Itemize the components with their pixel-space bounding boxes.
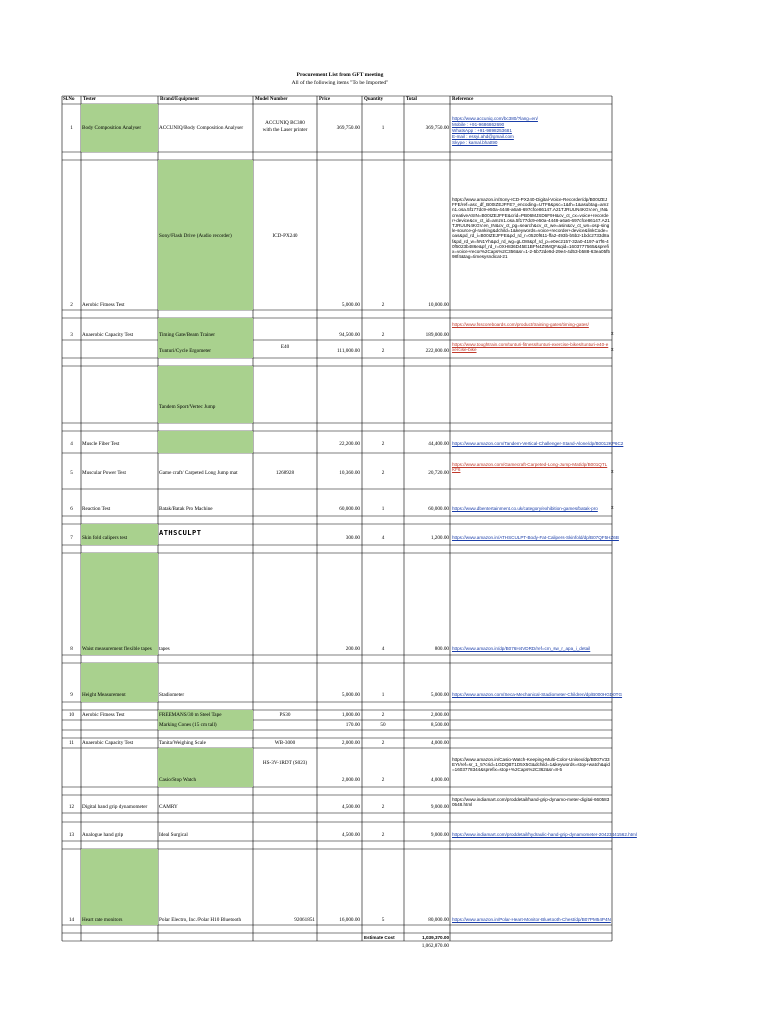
row11-tester: Anaerobic Capacity Test [82,740,134,746]
row7-brand-logo: ATHSCULPT [159,529,202,537]
row13-total: 9,000.00 [430,832,449,838]
header-price: Price [319,97,331,102]
row11-no: 11 [69,740,74,746]
row6-no: 6 [70,506,73,512]
row11b-total: 4,000.00 [430,777,449,783]
row3b-price: 111,000.00 [337,348,360,354]
row14-ref[interactable]: https://www.amazon.in/Polar-Heart-Monitor-Bluetooth-Chest/dp/B07PM54P4N [452,917,611,922]
row6-x-mark: x [611,505,614,511]
row9-price: 5,000.00 [341,692,360,698]
green-highlight [81,849,158,925]
row3-qty: 2 [381,332,385,338]
row13-ref[interactable]: https://www.indiamart.com/proddetail/hydraulic-hand-grip-dynamometer-20423441562.html [452,832,637,837]
row2-brand: Sony/Flash Drive (Audio recorder) [159,233,232,239]
row13-price: 4,500.00 [341,832,360,838]
row9-qty: 1 [381,692,385,698]
row8-qty: 4 [381,646,385,652]
page-subtitle: All of the following items "To be Imported" [291,80,389,86]
row1-total: 369,750.00 [425,125,449,131]
row2-total: 10,000.00 [428,302,449,308]
row3-x-mark: x [611,331,614,337]
row3-tester: Anaerobic Capacity Test [82,332,134,338]
row10b-price: 170.00 [345,722,360,728]
row14-price: 16,000.00 [339,917,360,923]
row3b-qty: 2 [381,348,385,354]
row4-price: 22,200.00 [339,441,360,447]
row9-tester: Height Measurement [82,692,126,698]
row11-qty: 2 [381,740,385,746]
row10-total: 2,000.00 [430,712,449,718]
row5-brand: Game craft/ Carpeted Long Jump mat [159,470,238,476]
row1-tester: Body Composition Analyser [82,125,142,131]
row3-ref[interactable]: https://www.fsscoreboards.com/product/training-gates/timing-gates/ [452,322,589,327]
row14-qty: 5 [381,917,385,923]
row1-ref-mobile[interactable]: Mobile : +91-9686862690 [452,122,505,127]
header-slno: Sl.No [63,97,75,102]
row14-brand: Polar Electro, Inc./Polar H10 Bluetooth [159,917,242,923]
row8-total: 800.00 [434,646,449,652]
green-highlight [81,553,158,655]
row10-price: 1,000.00 [341,712,360,718]
row5-no: 5 [70,470,73,476]
row5-qty: 2 [381,470,385,476]
row2-tester: Aerobic Fitness Test [82,302,125,308]
row3-price: 94,500.00 [339,332,360,338]
row1-brand: ACCUNIQ/Body Composition Analyser [159,125,244,131]
row1-price: 369,750.00 [336,125,360,131]
row10-tester: Aerobic Fitness Test [82,712,125,718]
row6-tester: Reaction Test [82,506,111,512]
row4-ref[interactable]: https://www.amazon.com/Tandem-Vertical-Challenger-Stand-Alone/dp/B0012KP6C2 [452,441,624,446]
row8-tester: Waist measurement flexible tapes [82,646,152,652]
page-title: Procurement List from GFT meeting [296,72,384,78]
row8-price: 200.00 [345,646,360,652]
row11b-model: HS-3V-1RDT (S023) [262,760,308,766]
row13-tester: Analogue hand grip [82,832,124,838]
row2-no: 2 [70,302,73,308]
row3b-total: 222,000.00 [425,348,449,354]
estimate-cost-value: 1,039,370.00 [422,935,449,940]
row12-tester: Digital hand grip dynamometer [82,804,148,810]
row10-no: 10 [68,712,75,718]
row10-model: PS30 [279,712,291,718]
row11-brand: Tanita/Weighing Scale [159,740,206,746]
row6-brand: Batak/Batak Pro Machine [159,506,213,512]
row7-price: 300.00 [345,535,360,541]
row3b-x-mark: x [611,347,614,353]
row6-ref[interactable]: https://www.dbentertainment.co.uk/category/exhibition-games/batak-pro [452,506,598,511]
row5-x-mark: x [611,469,614,475]
row12-brand: CAMRY [159,804,178,810]
row12-total: 9,000.00 [430,804,449,810]
row3-brand: Timing Gate/Beam Trainer [159,332,216,338]
row12-ref[interactable]: https://www.indiamart.com/proddetail/hand-grip-dynamo-meter-digital-6605830548.html [452,797,610,808]
row10b-brand: Marking Cones (15 cm tall) [159,722,217,728]
row10-qty: 2 [381,712,385,718]
row12-price: 4,500.00 [341,804,360,810]
row14-model: 92061851 [294,917,315,923]
header-tester: Tester [83,97,97,102]
row6-qty: 1 [381,506,385,512]
row3b-model: E40 [280,344,290,350]
header-model: Model Number [255,97,288,102]
row14-no: 14 [68,917,75,923]
row3b-ref[interactable]: https://www.toughtrain.com/tunturi-fitness/tunturi-exercise-bikes/tunturi-e40-exercise-bike [452,342,609,353]
row9-ref[interactable]: https://www.amazon.com/Seca-Mechanical-Stadiometer-Children/dp/B000HGD0TG [452,692,623,697]
row9-total: 5,000.00 [430,692,449,698]
row11b-qty: 2 [381,777,385,783]
green-highlight [158,366,253,423]
row5-price: 10,360.00 [339,470,360,476]
row5-tester: Muscular Power Test [82,470,126,476]
estimate-cost-label: Estimate Cost [364,935,395,940]
row3b-brand: Tunturi/Cycle Ergometer [159,348,212,354]
row10b-total: 8,500.00 [430,722,449,728]
row10-brand: FREEMANS/30 m Steel Tape [159,712,222,718]
row7-total: 1,200.00 [430,535,449,541]
row2-qty: 2 [381,302,385,308]
row3-total: 189,000.00 [425,332,449,338]
row4-brand: Tandem Sport/Vertec Jump [159,404,216,410]
row3-no: 3 [70,332,73,338]
row7-qty: 4 [381,535,385,541]
header-total: Total [406,97,417,102]
header-reference: Reference [452,97,474,102]
row13-qty: 2 [381,832,385,838]
row5-total: 20,720.00 [428,470,449,476]
row1-qty: 1 [381,125,385,131]
row8-brand: tapes [159,646,170,652]
row6-price: 60,000.00 [339,506,360,512]
row4-no: 4 [70,441,73,447]
row1-ref-skype[interactable]: Skype : kamal.bhatt90 [452,140,498,145]
row12-no: 12 [68,804,75,810]
row4-qty: 2 [381,441,385,447]
row11b-ref[interactable]: https://www.amazon.in/Casio-Watch-Keeping-Multi-Color-Unisex/dp/B007V33EYI/ref=sr_1_5?crid=1GDQBT1D5X5G&dchild=1&keywords=stop+watch&qid=1603778344&sprefix=stop+%2Caps%2C362&sr=8-5 [452,757,610,773]
row5-ref[interactable]: https://www.amazon.com/Gamecraft-Carpeted-Long-Jump-Mat/dp/B001QTLKF6 [452,462,608,473]
row1-ref-whatsapp[interactable]: WhatsApp : +91-9898253681 [452,128,512,133]
row8-no: 8 [70,646,73,652]
header-quantity: Quantity [364,97,384,102]
row4-tester: Muscle Fiber Test [82,441,120,447]
row7-tester: Skin fold calipers test [82,535,128,541]
row14-tester: Heart rate monitors [82,917,123,923]
row10b-qty: 50 [380,722,386,728]
row11b-price: 2,000.00 [341,777,360,783]
estimate-cost-second: 1,062,870.00 [421,943,449,949]
row7-no: 7 [70,535,73,541]
row7-ref[interactable]: https://www.amazon.in/ATHSCULPT-Body-Fat-Calipers-Skinfold/dp/B07QF5HZ6B [452,535,619,540]
row2-ref[interactable]: https://www.amazon.in/Sony-ICD-PX240-Digital-Voice-Recorder/dp/B00IZEJFFE/ref=asc_df_B00IZEJFFE?_encoding=UTF8&psc=1&th=1&asubtag=amzn1.osa.5f177dc9-e50a-4448-a6a6-697cfce86147.A21TJRUUN4KGV.en_IN&creativeASIN=B00IZEJFFE&crid=PB06MJSD6F9H&cv_ct_cx=voice+recorder+device&cv_ct_id=amzn1.osa.5f177dc9-e50a-4448-a6a6-697cfce86147.A21TJRUUN4KGV.en_IN&cv_ct_pg=search&cv_ct_we=asin&cv_ct_wn=osp-single-source-gl-ranking&dchild=1&keywords=voice+recorder+device&linkCode=oas&pd_rd_i=B00IZEJFFE&pd_rd_r=0520f611-ffa2-493b-b5b2-1bdc2733d8af&pd_rd_w=hN1Yh&pd_rd_wg=gLO8I&pf_rd_p=e0ec2157-32a0-4197-a7f6-40f5023b486e&pf_rd_r=0XH836D45E1BFN4Z9MQF&qid=1603777565&sprefix=voice+recor%2Caps%2C356&sr=1-2-5b72de9d-29e4-4d53-b588-63ea05f598f4&tag=timesysndicat-21 [452,197,610,260]
row8-ref[interactable]: https://www.amazon.in/dp/B076H4VDRD/ref=cm_sw_r_apa_i_detail [452,646,591,651]
row2-price: 5,000.00 [341,302,360,308]
row14-total: 80,000.00 [428,917,449,923]
green-highlight [158,431,253,453]
row1-no: 1 [70,125,73,131]
row1-ref-email[interactable]: E-mail : essyi.ahd@gmail.com [452,134,514,139]
row13-no: 13 [68,832,75,838]
row2-model: ICD-PX240 [272,233,298,239]
row11b-brand: Casio/Stop Watch [159,777,197,783]
row1-model-1: ACCUNIQ BC380 [265,120,305,126]
row12-qty: 2 [381,804,385,810]
header-brand: Brand/Equipment [160,97,199,102]
row5-model: 1268928 [275,470,295,476]
row1-ref-link[interactable]: https://www.accuniq.com/bc380/?lang=en/ [452,116,538,121]
row13-brand: Ideal Surgical [159,832,188,838]
row1-model-2: with the Laser printer [262,127,308,133]
row9-no: 9 [70,692,73,698]
row11-model: WB-3000 [274,740,296,746]
row4-total: 44,400.00 [428,441,449,447]
row6-total: 60,000.00 [428,506,449,512]
row11-total: 4,000.00 [430,740,449,746]
row9-brand: Stadiometer [159,692,185,698]
row11-price: 2,000.00 [341,740,360,746]
